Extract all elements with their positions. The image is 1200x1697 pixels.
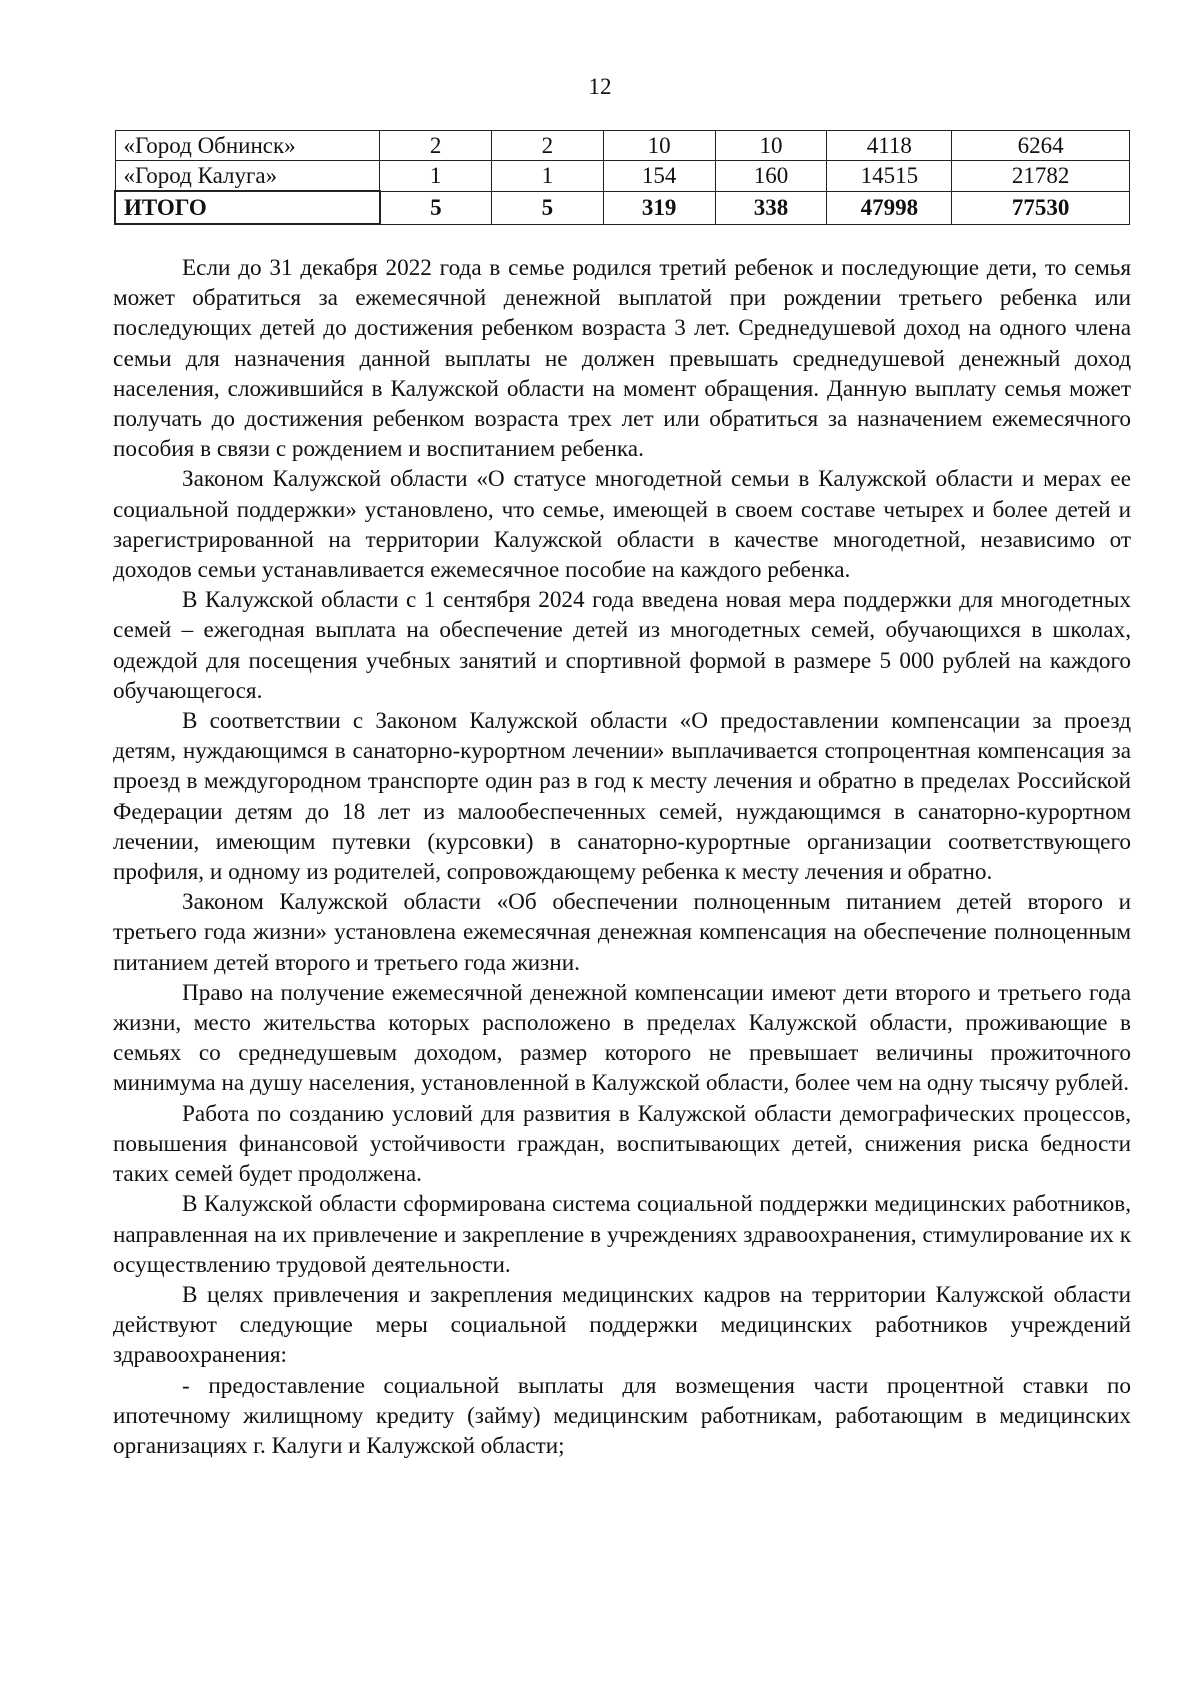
- table-cell: 2: [380, 131, 492, 161]
- paragraph-school-clothing-payment: В Калужской области с 1 сентября 2024 года введена новая мера поддержки для многодетных семей – ежегодная выплата на обеспечение детей из многодетных семей, обучающихся в школах, одеждой для посещения учебных занятий и спортивной формой в размере 5 000 рублей на каждого обучающегося.: [113, 587, 1131, 704]
- table-cell: 2: [492, 131, 604, 161]
- table-cell: 6264: [952, 131, 1130, 161]
- table-total-row: [115, 191, 1130, 224]
- total-label-cell: ИТОГО: [115, 191, 380, 224]
- row-name-cell: «Город Калуга»: [115, 161, 380, 192]
- total-cell: 338: [715, 191, 827, 224]
- table-cell: 14515: [827, 161, 952, 192]
- paragraph-nutrition-eligibility: Право на получение ежемесячной денежной компенсации имеют дети второго и третьего года жизни, место жительства которых расположено в пределах Калужской области, проживающие в семьях со среднедушевым доходом, размер которого не превышает величины прожиточного минимума на душу населения, установленной в Калужской области, более чем на одну тысячу рублей.: [113, 979, 1131, 1097]
- total-cell: 319: [603, 191, 715, 224]
- total-cell: 5: [380, 191, 492, 224]
- table-cell: 21782: [952, 161, 1130, 192]
- table-cell: 10: [603, 131, 715, 161]
- table-row: [115, 131, 1130, 161]
- total-cell: 5: [492, 191, 604, 224]
- table-row: [115, 161, 1130, 192]
- table-cell: 160: [715, 161, 827, 192]
- table-cell: 4118: [827, 131, 952, 161]
- paragraph-demographic-work: Работа по созданию условий для развития в Калужской области демографических процессов, повышения финансовой устойчивости граждан, воспитывающих детей, снижения риска бедности таких семей будет продолжена.: [113, 1100, 1131, 1188]
- total-cell: 47998: [827, 191, 952, 224]
- row-name-cell: «Город Обнинск»: [115, 131, 380, 161]
- paragraph-large-family-law: Законом Калужской области «О статусе многодетной семьи в Калужской области и мерах ее социальной поддержки» установлено, что семье, имеющей в своем составе четырех и более детей и зарегистрированной на территории Калужской области в качестве многодетной, независимо от доходов семьи устанавливается ежемесячное пособие на каждого ребенка.: [113, 466, 1131, 584]
- table-cell: 1: [492, 161, 604, 192]
- total-cell: 77530: [952, 191, 1130, 224]
- body-text: [113, 253, 1131, 1461]
- paragraph-nutrition-law: Законом Калужской области «Об обеспечении полноценным питанием детей второго и третьего года жизни» установлена ежемесячная денежная компенсация на обеспечение полноценным питанием детей второго и третьего года жизни.: [113, 889, 1131, 976]
- table-cell: 1: [380, 161, 492, 192]
- paragraph-medical-measures-intro: В целях привлечения и закрепления медицинских кадров на территории Калужской области действуют следующие меры социальной поддержки медицинских работников учреждений здравоохранения:: [113, 1281, 1131, 1369]
- table-cell: 10: [715, 131, 827, 161]
- paragraph-travel-compensation: В соответствии с Законом Калужской области «О предоставлении компенсации за проезд детям, нуждающимся в санаторно-курортном лечении» выплачивается стопроцентная компенсация за проезд в междугородном транспорте один раз в год к месту лечения и обратно в пределах Российской Федерации детям до 18 лет из малообеспеченных семей, нуждающимся в санаторно-курортном лечении, имеющим путевки (курсовки) в санаторно-курортные организации соответствующего профиля, и одному из родителей, сопровождающему ребенка к месту лечения и обратно.: [113, 708, 1131, 886]
- data-table: [114, 130, 1130, 225]
- paragraph-medical-support-system: В Калужской области сформирована система социальной поддержки медицинских работников, направленная на их привлечение и закрепление в учреждениях здравоохранения, стимулирование их к осуществлению трудовой деятельности.: [113, 1191, 1131, 1278]
- page-number: 12: [588, 74, 612, 99]
- table-cell: 154: [603, 161, 715, 192]
- paragraph-third-child-payment: Если до 31 декабря 2022 года в семье родился третий ребенок и последующие дети, то семья может обратиться за ежемесячной денежной выплатой при рождении третьего ребенка или последующих детей до достижения ребенком возраста 3 лет. Среднедушевой доход на одного члена семьи для назначения данной выплаты не должен превышать среднедушевой денежный доход населения, сложившийся в Калужской области на момент обращения. Данную выплату семья может получать до достижения ребенком возраста трех лет или обратиться за назначением ежемесячного пособия в связи с рождением и воспитанием ребенка.: [113, 255, 1131, 463]
- paragraph-mortgage-measure: - предоставление социальной выплаты для возмещения части процентной ставки по ипотечному жилищному кредиту (займу) медицинским работникам, работающим в медицинских организациях г. Калуги и Калужской области;: [113, 1372, 1131, 1459]
